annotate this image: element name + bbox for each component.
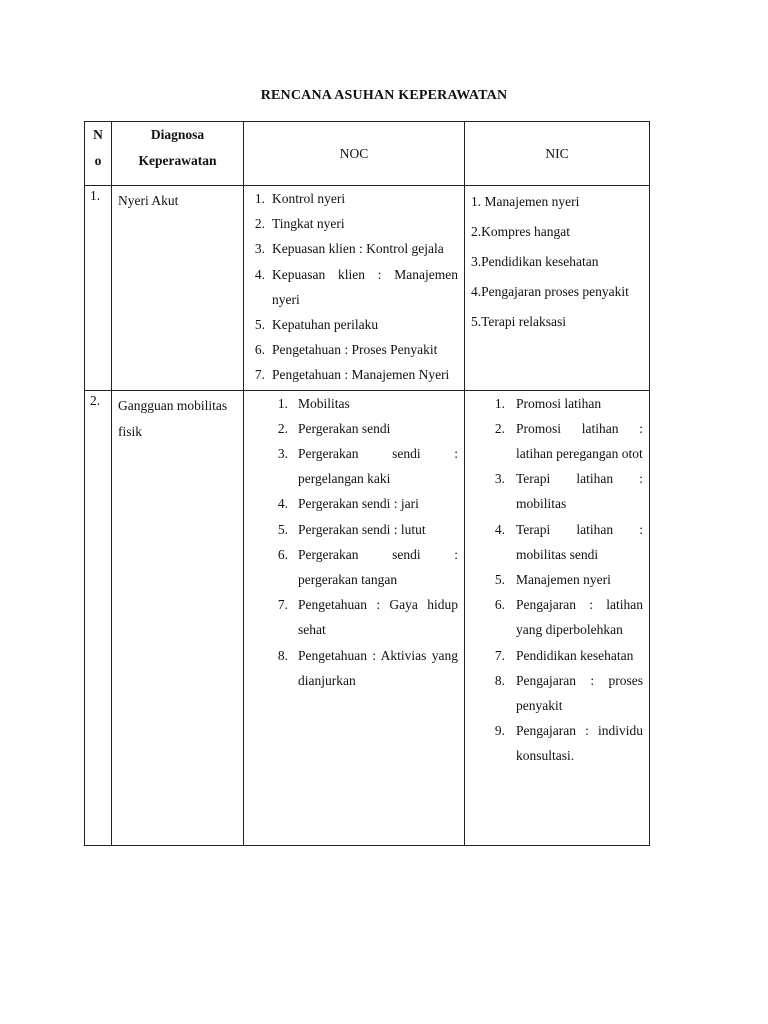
care-plan-table (84, 121, 650, 846)
list-text: Terapi latihan : mobilitas (516, 471, 643, 512)
list-item (489, 567, 643, 592)
list-item (272, 491, 458, 516)
list-item (489, 391, 643, 416)
list-item (489, 466, 643, 516)
list-text: Terapi latihan : mobilitas sendi (516, 521, 643, 562)
list-number: 3. (254, 241, 265, 257)
list-number: 2. (254, 216, 265, 232)
list-number: 8. (494, 672, 505, 688)
list-item (272, 441, 458, 491)
noc-cell (244, 390, 465, 845)
list-item (489, 517, 643, 567)
diagnosis-cell: Gangguan mobilitas fisik (112, 390, 244, 845)
noc-list (252, 186, 458, 388)
header-nic: NIC (465, 122, 650, 186)
list-number: 7. (494, 647, 505, 663)
list-number: 1. (277, 395, 288, 411)
list-text: Pengajaran : latihan yang diperbolehkan (516, 597, 643, 638)
list-text: Kepuasan klien : Manajemen nyeri (272, 266, 458, 307)
row-number: 1. (85, 186, 112, 391)
table-row (85, 186, 650, 391)
table-header-row (85, 122, 650, 186)
nic-item: 5.Terapi relaksasi (471, 314, 567, 329)
list-number: 1. (254, 191, 265, 206)
header-diagnosis-line2: Keperawatan (138, 153, 217, 168)
header-no-line1: N (93, 127, 103, 142)
list-number: 4. (277, 496, 288, 512)
nic-item: 2.Kompres hangat (471, 224, 570, 239)
list-number: 6. (254, 342, 265, 358)
nic-list (489, 391, 643, 769)
list-number: 6. (494, 597, 505, 613)
nic-item: 4.Pengajaran proses penyakit (471, 284, 629, 299)
list-text: Pergerakan sendi : pergerakan tangan (298, 546, 458, 588)
list-number: 8. (277, 647, 288, 663)
list-number: 2. (494, 420, 505, 436)
list-text: Kepuasan klien : Kontrol gejala (272, 241, 444, 257)
list-item (272, 542, 458, 592)
list-item (489, 416, 643, 466)
list-text: Pengetahuan : Manajemen Nyeri (272, 367, 450, 383)
list-item (252, 337, 458, 362)
list-text: Pengetahuan : Gaya hidup sehat (298, 597, 458, 638)
list-item (272, 592, 458, 642)
list-item (272, 416, 458, 441)
list-item (252, 186, 458, 211)
list-item (489, 668, 643, 718)
nic-item: 3.Pendidikan kesehatan (471, 254, 599, 269)
list-text: Kepatuhan perilaku (272, 317, 379, 333)
list-text: Pengajaran : individu konsultasi. (516, 723, 643, 764)
list-item (252, 312, 458, 337)
list-item (272, 643, 458, 693)
list-text: Pergerakan sendi : jari (298, 496, 419, 512)
noc-list (272, 391, 458, 693)
list-item (272, 517, 458, 542)
list-item (489, 592, 643, 642)
list-text: Tingkat nyeri (272, 216, 345, 232)
list-item (489, 643, 643, 668)
list-item (252, 236, 458, 261)
list-text: Pergerakan sendi : lutut (298, 521, 426, 537)
list-text: Pergerakan sendi : pergelangan kaki (298, 446, 458, 487)
list-number: 7. (277, 597, 288, 613)
header-diagnosis (112, 122, 244, 186)
header-noc: NOC (244, 122, 465, 186)
list-item (252, 362, 458, 387)
list-number: 3. (277, 446, 288, 462)
list-item (252, 262, 458, 312)
list-number: 1. (494, 395, 505, 411)
header-diagnosis-line1: Diagnosa (150, 127, 205, 142)
nic-cell (465, 390, 650, 845)
nic-item: 1. Manajemen nyeri (471, 194, 580, 209)
list-number: 4. (494, 521, 505, 537)
list-text: Pengajaran : proses penyakit (516, 672, 643, 714)
list-number: 5. (254, 317, 265, 333)
list-text: Kontrol nyeri (272, 191, 346, 206)
header-no (85, 122, 112, 186)
list-text: Pengetahuan : Aktivias yang dianjurkan (298, 647, 458, 688)
list-text: Pengetahuan : Proses Penyakit (272, 342, 438, 358)
list-number: 9. (494, 723, 505, 739)
list-text: Manajemen nyeri (516, 572, 611, 588)
list-number: 2. (277, 420, 288, 436)
list-number: 6. (277, 546, 288, 562)
list-number: 7. (254, 367, 265, 383)
list-text: Promosi latihan (516, 395, 602, 411)
list-item (252, 211, 458, 236)
list-text: Mobilitas (298, 395, 350, 411)
list-text: Pergerakan sendi (298, 420, 391, 436)
list-number: 5. (277, 521, 288, 537)
list-text: Promosi latihan : latihan peregangan otot (516, 420, 643, 462)
list-item (272, 391, 458, 416)
nic-cell (465, 186, 650, 391)
header-no-line2: o (94, 153, 102, 168)
row-number: 2. (85, 390, 112, 845)
diagnosis-cell: Nyeri Akut (112, 186, 244, 391)
list-number: 4. (254, 266, 265, 282)
table-row (85, 390, 650, 845)
list-number: 5. (494, 572, 505, 588)
list-text: Pendidikan kesehatan (516, 647, 634, 663)
page-title: RENCANA ASUHAN KEPERAWATAN (260, 88, 508, 103)
list-item (489, 718, 643, 768)
noc-cell (244, 186, 465, 391)
list-number: 3. (494, 471, 505, 487)
